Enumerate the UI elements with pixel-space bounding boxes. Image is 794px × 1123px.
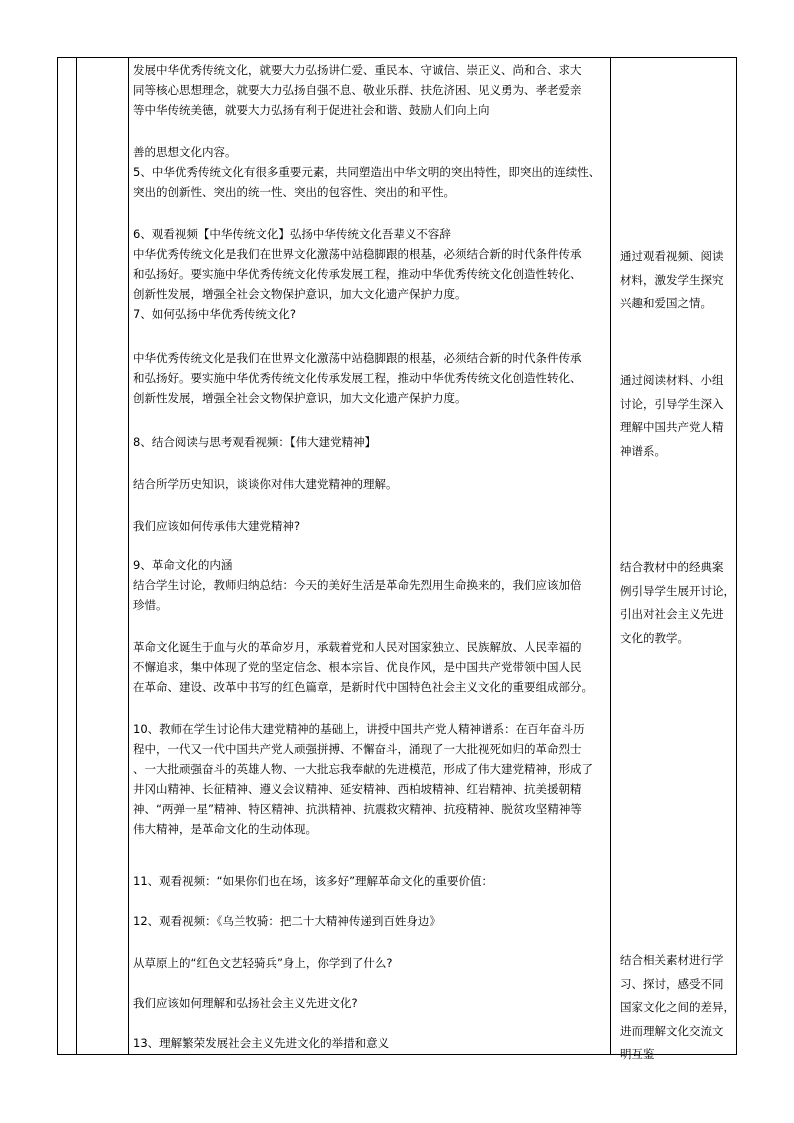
paragraph-13 (133, 953, 603, 973)
text-line: 7、如何弘扬中华优秀传统文化? (133, 307, 296, 321)
text-line: 11、观看视频：“如果你们也在场，该多好”理解革命文化的重要价值： (133, 874, 494, 888)
lesson-table (57, 57, 737, 1061)
text-line: 例引导学生展开讨论， (620, 583, 735, 598)
text-line: 通过阅读材料、小组 (620, 373, 724, 387)
text-line: 等中华传统美德，就要大力弘扬有利于促进社会和谐、鼓励人们向上向 (133, 103, 490, 117)
paragraph-14 (133, 993, 603, 1013)
text-line: 和弘扬好。要实施中华优秀传统文化传承发展工程，推动中华优秀传统文化创造性转化、 (133, 371, 582, 385)
text-line: 在革命、建设、改革中书写的红色篇章，是新时代中国特色社会主义文化的重要组成部分。 (133, 680, 593, 694)
text-line: 结合教材中的经典案 (620, 560, 724, 574)
text-line: 中华优秀传统文化是我们在世界文化激荡中站稳脚跟的根基，必须结合新的时代条件传承 (133, 351, 582, 365)
paragraph-1 (133, 60, 603, 120)
paragraph-3 (133, 224, 603, 324)
side-note-1 (620, 245, 735, 316)
text-line: 、一大批顽强奋斗的英雄人物、一大批忘我奉献的先进模范，形成了伟大建党精神，形成了 (133, 762, 593, 776)
text-line: 同等核心思想理念，就要大力弘扬自强不息、敬业乐群、扶危济困、见义勇为、孝老爱亲 (133, 83, 582, 97)
text-line: 材料，激发学生探究 (620, 272, 724, 287)
text-line: 我们应该如何传承伟大建党精神? (133, 519, 301, 533)
text-line: 突出的创新性、突出的统一性、突出的包容性、突出的和平性。 (133, 185, 455, 199)
text-line: 9、革命文化的内涵 (133, 558, 233, 572)
paragraph-7 (133, 516, 603, 536)
text-line: 8、结合阅读与思考观看视频：【伟大建党精神】 (133, 435, 377, 449)
column-divider (610, 58, 611, 1054)
text-line: 兴趣和爱国之情。 (620, 296, 712, 310)
paragraph-6 (133, 474, 603, 494)
text-line: 通过观看视频、阅读 (620, 249, 724, 263)
text-line: 习、探讨，感受不同 (620, 976, 724, 991)
text-line: 10、教师在学生讨论伟大建党精神的基础上，讲授中国共产党人精神谱系：在百年奋斗历 (133, 722, 585, 736)
text-line: 创新性发展，增强全社会文物保护意识，加大文化遗产保护力度。 (133, 287, 467, 301)
text-line: 引出对社会主义先进 (620, 607, 724, 621)
side-note-2 (620, 369, 735, 463)
text-line: 5、中华优秀传统文化有很多重要元素，共同塑造出中华文明的突出特性，即突出的连续性、 (133, 165, 601, 179)
text-line: 和弘扬好。要实施中华优秀传统文化传承发展工程，推动中华优秀传统文化创造性转化、 (133, 267, 582, 281)
paragraph-10 (133, 719, 603, 839)
text-line: 讨论，引导学生深入 (620, 396, 724, 411)
text-line: 12、观看视频：《乌兰牧骑：把二十大精神传递到百姓身边》 (133, 914, 441, 928)
text-line: 神谱系。 (620, 443, 666, 458)
paragraph-4 (133, 348, 603, 408)
text-line: 程中，一代又一代中国共产党人顽强拼搏、不懈奋斗，涌现了一大批视死如归的革命烈士 (133, 742, 582, 756)
paragraph-15 (133, 1033, 603, 1053)
text-line: 结合所学历史知识，谈谈你对伟大建党精神的理解。 (133, 477, 398, 491)
paragraph-2 (133, 142, 603, 202)
text-line: 结合学生讨论，教师归纳总结：今天的美好生活是革命先烈用生命换来的，我们应该加倍 (133, 578, 582, 592)
text-line: 井冈山精神、长征精神、遵义会议精神、延安精神、西柏坡精神、红岩精神、抗美援朝精 (133, 782, 582, 796)
paragraph-5 (133, 432, 603, 452)
text-line: 神、“两弹一星”精神、特区精神、抗洪精神、抗震救灾精神、抗疫精神、脱贫攻坚精神等 (133, 802, 582, 816)
text-line: 伟大精神，是革命文化的生动体现。 (133, 822, 317, 836)
text-line: 13、理解繁荣发展社会主义先进文化的举措和意义 (133, 1036, 390, 1050)
text-line: 6、观看视频【中华传统文化】弘扬中华传统文化吾辈义不容辞 (133, 227, 451, 241)
text-line: 创新性发展，增强全社会文物保护意识，加大文化遗产保护力度。 (133, 391, 467, 405)
paragraph-11 (133, 871, 603, 891)
text-line: 国家文化之间的差异， (620, 1000, 735, 1014)
column-divider (128, 58, 129, 1054)
paragraph-12 (133, 911, 603, 931)
side-note-4 (620, 949, 735, 1067)
text-line: 不懈追求，集中体现了党的坚定信念、根本宗旨、优良作风，是中国共产党带领中国人民 (133, 660, 582, 674)
side-note-3 (620, 556, 735, 650)
text-line: 珍惜。 (133, 598, 168, 612)
text-line: 文化的教学。 (620, 630, 689, 645)
text-line: 善的思想文化内容。 (133, 145, 237, 159)
text-line: 我们应该如何理解和弘扬社会主义先进文化? (133, 996, 358, 1010)
paragraph-8 (133, 555, 603, 615)
paragraph-9 (133, 637, 603, 697)
column-divider (76, 58, 77, 1054)
text-line: 从草原上的“红色文艺轻骑兵”身上，你学到了什么? (133, 956, 393, 970)
text-line: 理解中国共产党人精 (620, 420, 724, 434)
text-line: 中华优秀传统文化是我们在世界文化激荡中站稳脚跟的根基，必须结合新的时代条件传承 (133, 247, 582, 261)
text-line: 明互鉴 (620, 1047, 655, 1061)
text-line: 结合相关素材进行学 (620, 953, 724, 967)
text-line: 进而理解文化交流文 (620, 1023, 724, 1038)
text-line: 革命文化诞生于血与火的革命岁月，承载着党和人民对国家独立、民族解放、人民幸福的 (133, 640, 582, 654)
text-line: 发展中华优秀传统文化，就要大力弘扬讲仁爱、重民本、守诚信、崇正义、尚和合、求大 (133, 63, 582, 77)
